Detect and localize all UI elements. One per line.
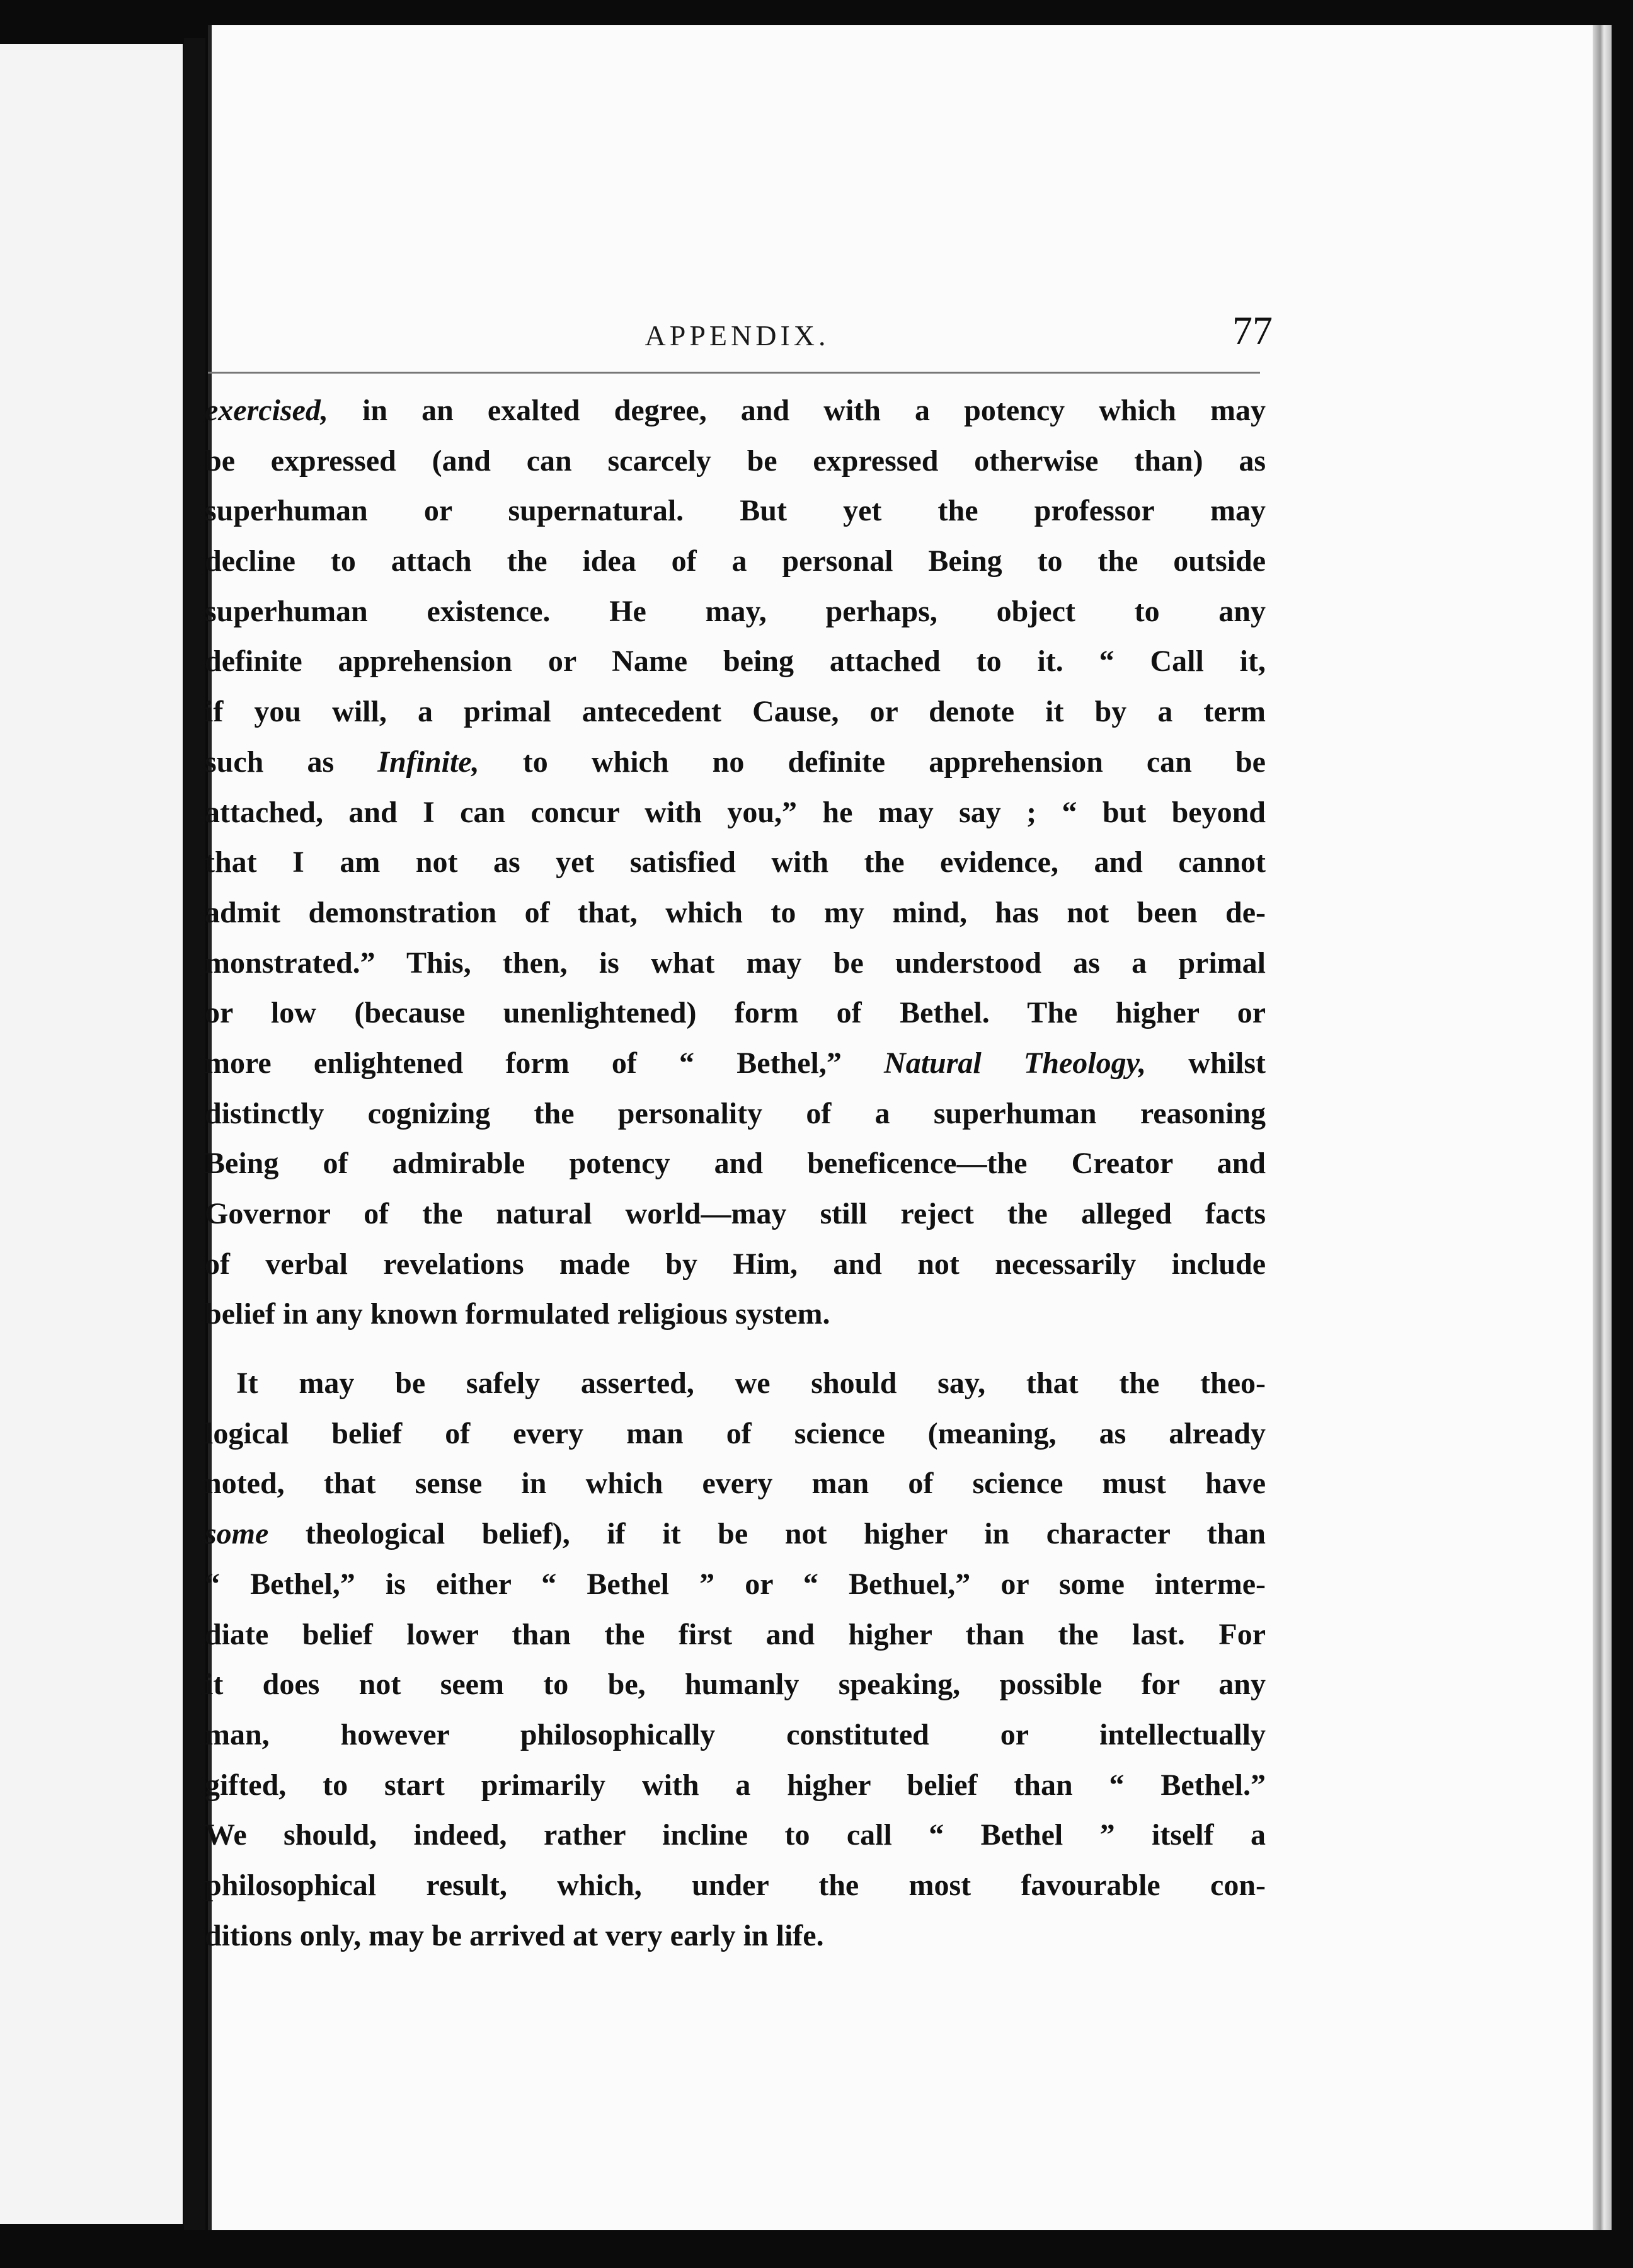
text-run: It may be safely asserted, we should say, that the theo- (236, 1366, 1266, 1400)
text-run: be expressed (and can scarcely be expressed otherwise than) as (205, 444, 1266, 478)
text-run: monstrated.” This, then, is what may be understood as a primal (205, 946, 1266, 980)
body-text (205, 386, 1266, 1961)
text-line (205, 436, 1266, 486)
text-line (205, 587, 1266, 637)
text-line (205, 737, 1266, 788)
text-line (205, 1810, 1266, 1860)
previous-page-edge (0, 44, 183, 2224)
text-run: logical belief of every man of science (meaning, as already (205, 1416, 1266, 1450)
text-line (205, 1138, 1266, 1189)
text-run: superhuman existence. He may, perhaps, object to any (205, 594, 1266, 628)
text-line (205, 1710, 1266, 1760)
text-line (205, 1860, 1266, 1911)
text-run: philosophical result, which, under the most favourable con- (205, 1868, 1266, 1902)
text-line (205, 1239, 1266, 1290)
text-line (205, 1189, 1266, 1239)
text-line (205, 636, 1266, 687)
text-run: distinctly cognizing the personality of a superhuman reasoning (205, 1096, 1266, 1130)
running-head (202, 307, 1273, 364)
text-line (205, 988, 1266, 1038)
text-run: We should, indeed, rather incline to call “ Bethel ” itself a (205, 1818, 1266, 1852)
text-line (205, 1760, 1266, 1811)
text-run: diate belief lower than the first and higher than the last. For (205, 1617, 1266, 1651)
text-line (205, 687, 1266, 737)
text-run: ditions only, may be arrived at very early in life. (205, 1918, 824, 1952)
text-line (205, 938, 1266, 988)
text-run: to which no definite apprehension can be (479, 745, 1266, 779)
text-run: belief in any known formulated religious system. (205, 1297, 830, 1331)
italic-text: exercised, (205, 394, 328, 427)
text-line (205, 1358, 1266, 1409)
text-line (205, 1289, 1266, 1339)
paragraph (205, 386, 1266, 1339)
running-title: APPENDIX. (645, 319, 830, 352)
text-run: gifted, to start primarily with a higher belief than “ Bethel.” (205, 1768, 1266, 1802)
text-run: noted, that sense in which every man of science must have (205, 1467, 1266, 1501)
text-line (205, 837, 1266, 888)
italic-text: some (205, 1517, 269, 1551)
text-line (205, 1089, 1266, 1139)
text-run: decline to attach the idea of a personal Being to the outside (205, 544, 1266, 578)
text-run: attached, and I can concur with you,” he may say ; “ but beyond (205, 795, 1266, 829)
italic-text: Infinite, (377, 745, 479, 779)
text-run: Being of admirable potency and beneficence—the Creator and (205, 1147, 1266, 1181)
text-run: whilst (1146, 1046, 1266, 1080)
text-line (205, 1409, 1266, 1459)
text-run: such as (205, 745, 378, 779)
text-line (205, 386, 1266, 436)
text-line (205, 1038, 1266, 1089)
text-run: more enlightened form of “ Bethel,” (205, 1046, 885, 1080)
text-run: Governor of the natural world—may still reject the alleged facts (205, 1197, 1266, 1230)
paragraph-gap (205, 1339, 1266, 1358)
text-line (205, 1559, 1266, 1610)
text-line (205, 536, 1266, 587)
italic-text: Natural Theology, (884, 1046, 1147, 1080)
text-line (205, 788, 1266, 838)
page-stack-edge (1593, 25, 1612, 2230)
text-run: if you will, a primal antecedent Cause, or denote it by a term (205, 695, 1266, 729)
text-run: in an exalted degree, and with a potency which may (328, 394, 1266, 427)
text-run: it does not seem to be, humanly speaking, possible for any (205, 1668, 1266, 1702)
text-run: “ Bethel,” is either “ Bethel ” or “ Bethuel,” or some interme- (205, 1567, 1266, 1601)
text-run: admit demonstration of that, which to my mind, has not been de- (205, 895, 1266, 929)
paragraph (205, 1358, 1266, 1961)
text-line (205, 1509, 1266, 1559)
text-line (205, 486, 1266, 536)
book-gutter (184, 38, 205, 2230)
text-run: definite apprehension or Name being attached to it. “ Call it, (205, 644, 1266, 679)
page-number: 77 (1232, 308, 1273, 353)
text-run: theological belief), if it be not higher in character than (268, 1517, 1266, 1551)
text-run: man, however philosophically constituted or intellectually (205, 1717, 1266, 1751)
text-run: or low (because unenlightened) form of Bethel. The higher or (205, 996, 1266, 1030)
header-rule (208, 372, 1260, 374)
text-run: superhuman or supernatural. But yet the professor may (205, 494, 1266, 528)
text-line (205, 1610, 1266, 1660)
text-line (205, 1458, 1266, 1509)
text-line (205, 1911, 1266, 1961)
text-run: of verbal revelations made by Him, and not necessarily include (205, 1247, 1266, 1281)
text-line (205, 1659, 1266, 1710)
text-run: that I am not as yet satisfied with the evidence, and cannot (205, 845, 1266, 879)
text-line (205, 888, 1266, 938)
